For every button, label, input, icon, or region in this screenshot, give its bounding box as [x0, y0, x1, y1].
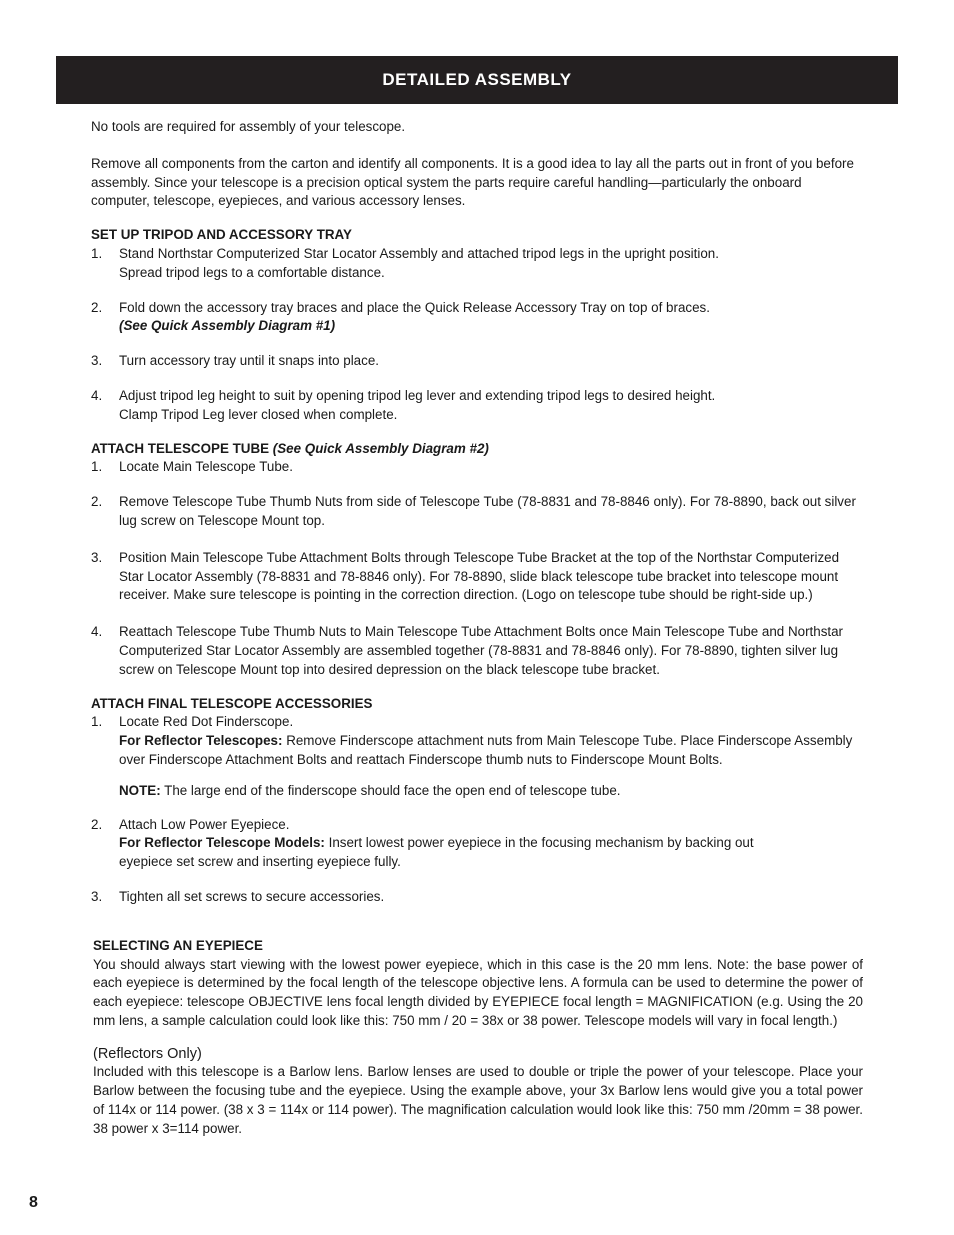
item-text: Spread tripod legs to a comfortable distance.	[119, 264, 385, 280]
diagram-reference: (See Quick Assembly Diagram #2)	[272, 440, 489, 456]
page-number: 8	[29, 1194, 38, 1211]
list-item	[91, 387, 863, 425]
item-text: Tighten all set screws to secure accessories.	[119, 888, 385, 904]
note	[119, 782, 863, 801]
list-item	[91, 458, 863, 477]
list-item	[91, 493, 863, 531]
item-number: 1.	[91, 245, 103, 261]
item-detail	[119, 834, 773, 872]
list-item	[91, 623, 863, 679]
item-number: 4.	[91, 387, 103, 403]
item-number: 3.	[91, 549, 103, 565]
tube-heading-label: ATTACH TELESCOPE TUBE	[91, 440, 270, 456]
intro-paragraph-2: Remove all components from the carton and identify all components. It is a good idea to lay all the parts out in front of you before assembly. Since your telescope is a precision optical system the parts require careful handling—particularly the onboard computer, telescope, eyepieces, and various accessory lenses.	[91, 155, 854, 209]
list-item	[91, 888, 863, 907]
final-heading: ATTACH FINAL TELESCOPE ACCESSORIES	[91, 695, 373, 711]
item-text: Locate Main Telescope Tube.	[119, 459, 293, 475]
item-text: Reattach Telescope Tube Thumb Nuts to Main Telescope Tube Attachment Bolts once Main Telescope Tube and Northstar Computerized Star Locator Assembly are assembled together (78-8831 and 78-8846 only). For 78-8890, tighten silver lug screw on Telescope Mount top into desired depression on the black telescope tube bracket.	[119, 624, 844, 677]
list-item	[91, 549, 863, 605]
item-number: 4.	[91, 624, 103, 640]
item-text: Fold down the accessory tray braces and place the Quick Release Accessory Tray on top of braces.	[119, 299, 710, 315]
barlow-paragraph: Included with this telescope is a Barlow lens. Barlow lenses are used to double or triple the power of your telescope. Place your Barlow between the focusing tube and the eyepiece. Using the example above, your 3x Barlow lens would give you a total power of 114x or 114 power. (38 x 3 = 114x or 114 power). The magnification calculation would look like this: 750 mm /20mm = 38 power. 38 power x 3=114 power.	[93, 1064, 863, 1136]
item-number: 2.	[91, 299, 103, 315]
list-item	[91, 713, 863, 800]
item-number: 3.	[91, 353, 103, 369]
tube-heading	[91, 440, 863, 459]
item-text: Turn accessory tray until it snaps into place.	[119, 353, 379, 369]
item-emphasis: For Reflector Telescopes:	[119, 733, 283, 749]
tripod-list	[91, 245, 863, 425]
tripod-heading: SET UP TRIPOD AND ACCESSORY TRAY	[91, 227, 352, 243]
item-text: Insert lowest power eyepiece in the focusing mechanism by backing out eyepiece set screw and inserting eyepiece fully.	[119, 835, 754, 870]
eyepiece-paragraph: You should always start viewing with the lowest power eyepiece, which in this case is the 20 mm lens. Note: the base power of each eyepiece is determined by the focal length of the telescope objective lens. A formula can be used to determine the power of each eyepiece: telescope OBJECTIVE lens focal length divided by EYEPIECE focal length = MAGNIFICATION (e.g. Using the 20 mm lens, a sample calculation could look like this: 750 mm / 20 = 38x or 38 power. Telescope models will vary in focal length.)	[93, 956, 863, 1028]
item-text: Locate Red Dot Finderscope.	[119, 714, 294, 730]
item-number: 2.	[91, 494, 103, 510]
eyepiece-section	[93, 937, 863, 1139]
item-number: 1.	[91, 714, 103, 730]
final-list	[91, 713, 863, 906]
item-number: 3.	[91, 888, 103, 904]
note-text: The large end of the finderscope should face the open end of telescope tube.	[160, 782, 621, 798]
list-item	[91, 352, 863, 371]
item-emphasis: For Reflector Telescope Models:	[119, 835, 325, 851]
section-banner	[56, 56, 898, 104]
list-item	[91, 816, 863, 872]
list-item	[91, 299, 863, 337]
reflectors-subtitle: (Reflectors Only)	[93, 1045, 202, 1062]
item-text: Clamp Tripod Leg lever closed when complete.	[119, 406, 398, 422]
item-number: 2.	[91, 816, 103, 832]
item-text: Position Main Telescope Tube Attachment Bolts through Telescope Tube Bracket at the top of the Northstar Computerized Star Locator Assembly (78-8831 and 78-8846 only). For 78-8890, slide black telescope tube bracket into telescope mount receiver. Make sure telescope is pointing in the correction direction. (Logo on telescope tube should be right-side up.)	[119, 549, 840, 603]
item-text: Adjust tripod leg height to suit by opening tripod leg lever and extending tripod legs to desired height.	[119, 387, 716, 403]
list-item	[91, 245, 863, 283]
item-text: Remove Telescope Tube Thumb Nuts from side of Telescope Tube (78-8831 and 78-8846 only). For 78-8890, back out silver lug screw on Telescope Mount top.	[119, 494, 856, 528]
item-detail	[119, 732, 863, 770]
item-text: Remove Finderscope attachment nuts from Main Telescope Tube. Place Finderscope Assembly over Finderscope Attachment Bolts and reattach Finderscope thumb nuts to Finderscope Mount Bolts.	[119, 733, 853, 767]
item-text: Attach Low Power Eyepiece.	[119, 816, 290, 832]
banner-title: DETAILED ASSEMBLY	[382, 70, 572, 89]
item-number: 1.	[91, 459, 103, 475]
item-text: Stand Northstar Computerized Star Locator Assembly and attached tripod legs in the upright position.	[119, 245, 719, 261]
diagram-reference: (See Quick Assembly Diagram #1)	[119, 318, 336, 334]
intro-paragraph-1: No tools are required for assembly of your telescope.	[91, 119, 406, 134]
eyepiece-heading: SELECTING AN EYEPIECE	[93, 937, 263, 953]
tube-list	[91, 458, 863, 679]
note-label: NOTE:	[119, 782, 161, 798]
page-content	[91, 118, 863, 1139]
